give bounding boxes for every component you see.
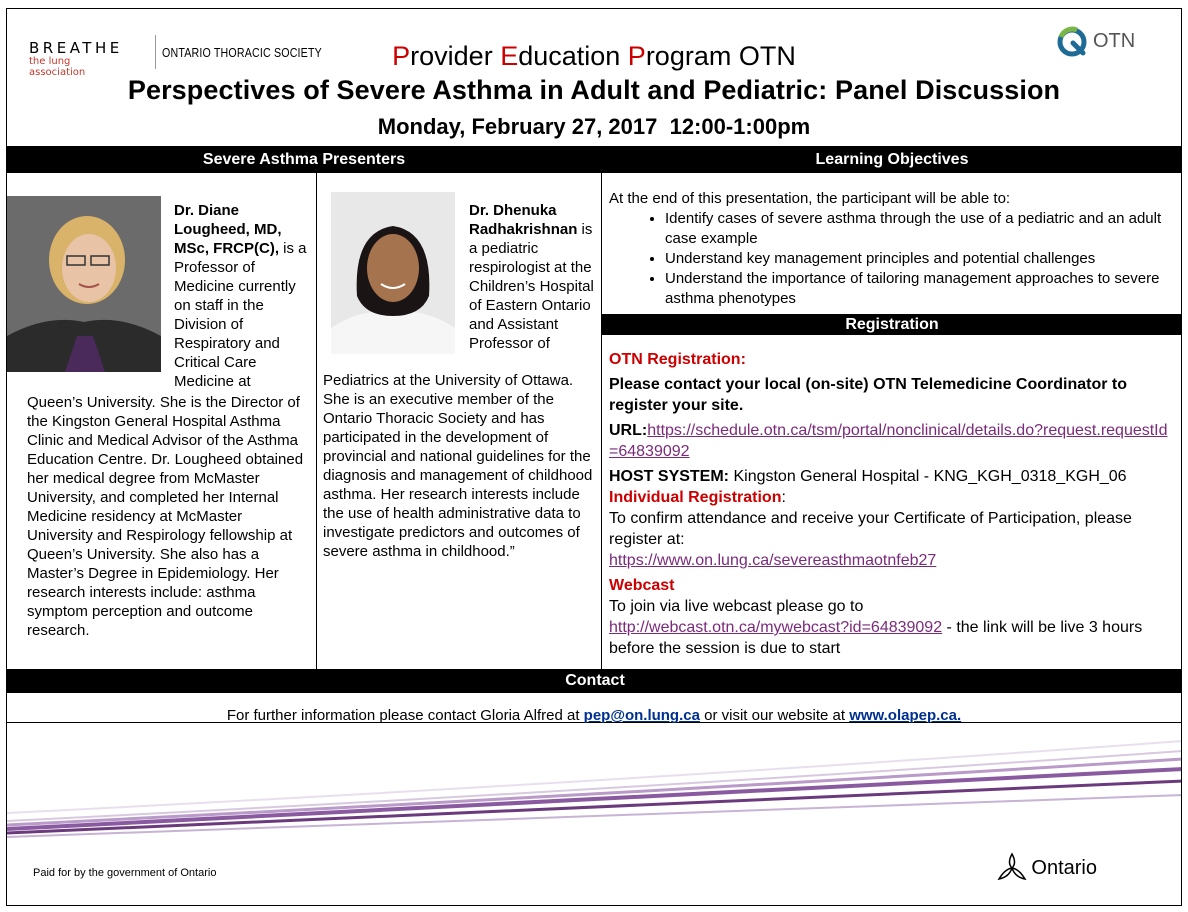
- column-divider: [601, 173, 602, 669]
- contact-middle: or visit our website at: [699, 707, 850, 724]
- contact-line: [7, 707, 1181, 724]
- contact-email-link[interactable]: pep@on.lung.ca: [583, 707, 700, 724]
- presenter-name-radhakrishnan: Dr. Dhenuka Radhakrishnan: [469, 202, 578, 238]
- decorative-swoosh: [7, 731, 1182, 841]
- presenter-photo-lougheed: [7, 196, 161, 372]
- session-date: Monday, February 27, 2017 12:00-1:00pm: [377, 114, 811, 139]
- otn-logo-text: OTN: [1093, 30, 1136, 52]
- individual-registration-heading: Individual Registration: [609, 489, 782, 506]
- registration-panel: [609, 349, 1175, 663]
- webcast-text: To join via live webcast please go to: [609, 598, 864, 615]
- otn-registration-heading: OTN Registration:: [609, 351, 746, 368]
- individual-registration-line: [609, 487, 1175, 508]
- objectives-list: [609, 209, 1175, 309]
- otn-registration-instructions: Please contact your local (on-site) OTN Telemedicine Coordinator to register your site.: [609, 376, 1128, 414]
- learning-objectives: [609, 189, 1175, 309]
- registration-heading: Registration: [601, 314, 1182, 335]
- title-part: ducation: [518, 41, 628, 71]
- webcast-url-line: [609, 617, 1175, 659]
- flyer: [6, 8, 1182, 906]
- host-system-line: [609, 466, 1175, 487]
- presenter-name-lougheed: Dr. Diane Lougheed, MD, MSc, FRCP(C),: [174, 202, 282, 257]
- colon: :: [781, 489, 786, 506]
- objective-item: • Identify cases of severe asthma through the use of a pediatric and an adult case example: [665, 209, 1175, 249]
- host-system-label: HOST SYSTEM:: [609, 468, 730, 485]
- funding-note: Paid for by the government of Ontario: [33, 867, 217, 879]
- ontario-logo: [1031, 857, 1097, 880]
- objectives-intro: At the end of this presentation, the participant will be able to:: [609, 190, 1011, 207]
- individual-registration-link[interactable]: https://www.on.lung.ca/severeasthmaotnfeb27: [609, 552, 937, 569]
- presenters-heading: Severe Asthma Presenters: [7, 146, 601, 173]
- contact-website-link[interactable]: www.olapep.ca.: [849, 707, 962, 724]
- breathe-logo-word: BREATHE: [29, 39, 123, 57]
- otn-url-line: [609, 420, 1175, 462]
- title-part: rovider: [410, 41, 501, 71]
- column-divider: [316, 173, 317, 669]
- host-system-value: Kingston General Hospital - KNG_KGH_0318_KGH_06: [729, 468, 1127, 485]
- presenter-bio-radhakrishnan: Pediatrics at the University of Ottawa. She is an executive member of the Ontario Thoracic Society and has participated in the development of provincial and national guidelines for the diagnosis and management of childhood asthma. Her research interests include the use of health administrative data to investigate predictors and outcomes of severe asthma in childhood.”: [323, 372, 593, 560]
- webcast-note: - the link will be live 3 hours before the session is due to start: [609, 619, 1143, 657]
- session-title: Perspectives of Severe Asthma in Adult and Pediatric: Panel Discussion: [127, 75, 1061, 105]
- objectives-heading: Learning Objectives: [601, 146, 1182, 173]
- contact-heading: Contact: [7, 669, 1182, 693]
- presenter-bio-lougheed-side: [174, 201, 312, 391]
- objective-item: • Understand key management principles and potential challenges: [665, 249, 1175, 269]
- title-letter-e: E: [500, 41, 519, 71]
- webcast-link[interactable]: http://webcast.otn.ca/mywebcast?id=64839092: [609, 619, 943, 636]
- ots-logo: ONTARIO THORACIC SOCIETY: [162, 45, 322, 60]
- breathe-logo-sub: the lung association: [29, 56, 86, 78]
- trillium-icon: [995, 851, 1029, 885]
- program-title: [7, 41, 1181, 72]
- title-letter-p2: P: [627, 41, 646, 71]
- objective-item: • Understand the importance of tailoring management approaches to severe asthma phenotypes: [665, 269, 1175, 309]
- bio-text: is a Professor of Medicine currently on staff in the Division of Respiratory and Critical Care Medicine at: [174, 240, 307, 390]
- ontario-logo-text: Ontario: [1031, 857, 1097, 879]
- otn-registration-link[interactable]: https://schedule.otn.ca/tsm/portal/nonclinical/details.do?request.requestId=64839092: [609, 422, 1168, 460]
- contact-prefix: For further information please contact Gloria Alfred at: [226, 707, 584, 724]
- title-part: rogram OTN: [645, 41, 796, 71]
- presenter-bio-lougheed: Queen’s University. She is the Director of the Kingston General Hospital Asthma Clinic and Medical Advisor of the Asthma Education Centre. Dr. Lougheed obtained her medical degree from McMaster University, and completed her Internal Medicine residency at McMaster University and Respirology fellowship at Queen’s University. She also has a Master’s Degree in Epidemiology. Her research interests include: asthma symptom perception and outcome research.: [27, 394, 304, 639]
- title-letter-p: P: [392, 41, 411, 71]
- url-label: URL:: [609, 422, 648, 439]
- presenter-photo-radhakrishnan: [331, 192, 455, 354]
- webcast-heading: Webcast: [609, 577, 675, 594]
- individual-registration-text: To confirm attendance and receive your Certificate of Participation, please register at:: [609, 510, 1132, 548]
- bio-text: is a pediatric respirologist at the Children’s Hospital of Eastern Ontario and Assistant Professor of: [469, 221, 594, 352]
- presenter-bio-radhakrishnan-side: [469, 201, 597, 353]
- individual-registration-url-line: [609, 550, 1175, 571]
